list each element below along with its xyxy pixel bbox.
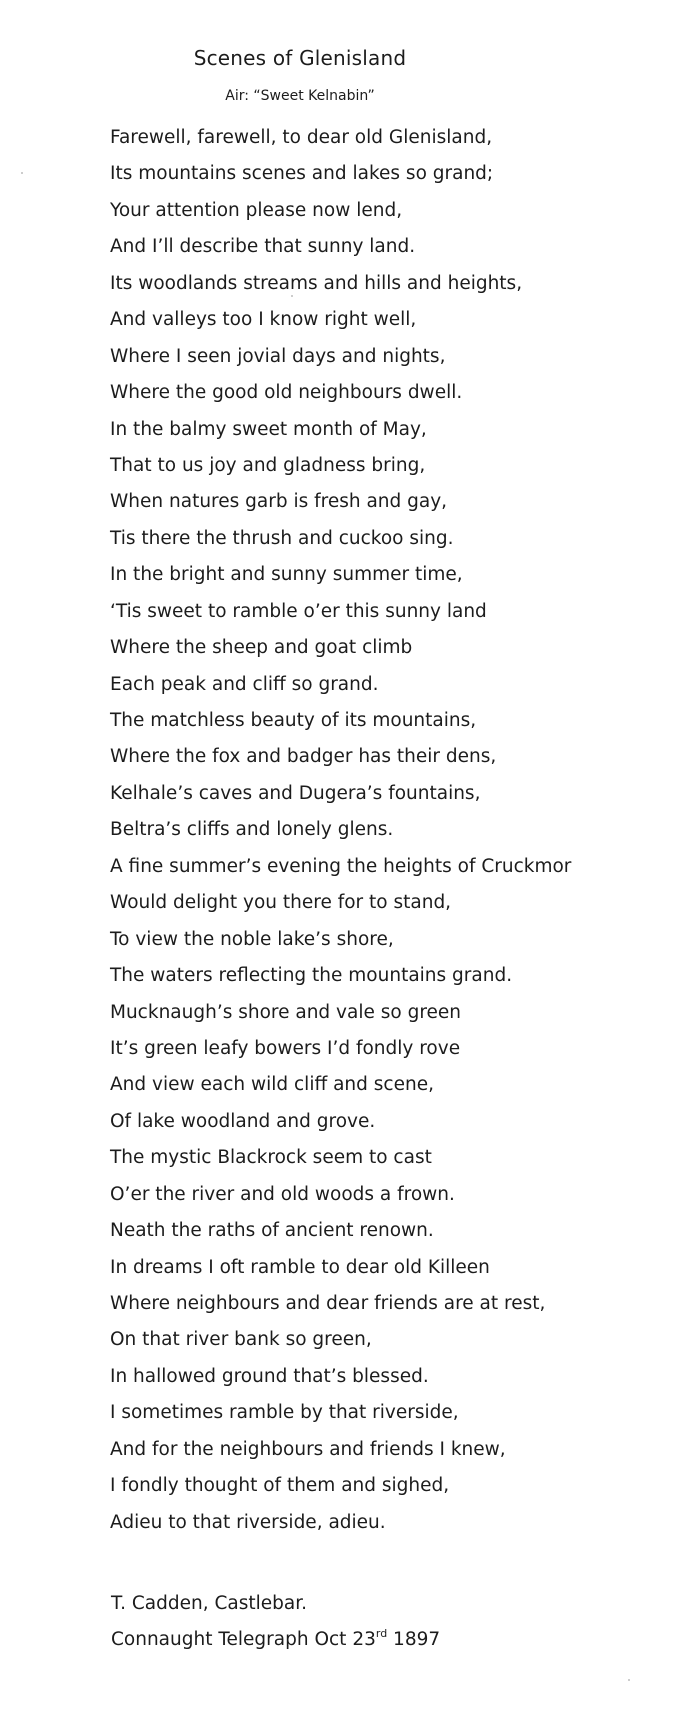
- poem-line: In dreams I oft ramble to dear old Killeen: [110, 1256, 490, 1278]
- poem-line: Beltra’s cliffs and lonely glens.: [110, 819, 394, 841]
- poem-line: Where I seen jovial days and nights,: [110, 345, 446, 367]
- poem-line: Tis there the thrush and cuckoo sing.: [110, 527, 454, 549]
- poem-title: Scenes of Glenisland: [193, 46, 407, 70]
- poem-line: In the bright and sunny summer time,: [110, 564, 463, 586]
- scan-speck: [291, 295, 293, 297]
- poem-line: Where the fox and badger has their dens,: [110, 746, 497, 768]
- poem-line: On that river bank so green,: [110, 1329, 372, 1351]
- scan-speck: [628, 1679, 630, 1681]
- poem-line: O’er the river and old woods a frown.: [110, 1183, 455, 1205]
- poem-line: The mystic Blackrock seem to cast: [110, 1147, 432, 1169]
- poem-line: Kelhale’s caves and Dugera’s fountains,: [110, 782, 481, 804]
- poem-line: When natures garb is fresh and gay,: [110, 491, 448, 513]
- poem-line: The waters reflecting the mountains grand.: [110, 965, 513, 987]
- poem-line: Its woodlands streams and hills and heights,: [110, 272, 523, 294]
- author-signature: T. Cadden, Castlebar.: [111, 1593, 308, 1614]
- poem-body: [110, 120, 571, 1541]
- poem-line: Its mountains scenes and lakes so grand;: [110, 163, 494, 185]
- poem-line: Of lake woodland and grove.: [110, 1110, 376, 1132]
- poem-line: ‘Tis sweet to ramble o’er this sunny land: [110, 600, 487, 622]
- poem-line: The matchless beauty of its mountains,: [110, 710, 477, 731]
- poem-line: Adieu to that riverside, adieu.: [110, 1511, 386, 1533]
- poem-line: A fine summer’s evening the heights of Cruckmor: [110, 855, 572, 877]
- poem-line: And for the neighbours and friends I knew,: [110, 1438, 506, 1460]
- poem-line: Mucknaugh’s shore and vale so green: [110, 1001, 462, 1023]
- source-text: Connaught Telegraph Oct 23: [111, 1629, 376, 1650]
- poem-line: Where the sheep and goat climb: [110, 637, 413, 659]
- poem-line: Neath the raths of ancient renown.: [110, 1220, 434, 1242]
- poem-line: Would delight you there for to stand,: [110, 892, 452, 914]
- poem-line: To view the noble lake’s shore,: [110, 928, 394, 950]
- poem-line: Farewell, farewell, to dear old Glenisland,: [110, 127, 493, 148]
- poem-line: That to us joy and gladness bring,: [110, 454, 426, 476]
- poem-line: I sometimes ramble by that riverside,: [110, 1402, 459, 1424]
- poem-air-subtitle: Air: “Sweet Kelnabin”: [225, 88, 375, 104]
- publication-source: [111, 1622, 440, 1658]
- poem-line: And view each wild cliff and scene,: [110, 1074, 434, 1096]
- source-date-suffix: rd: [375, 1627, 388, 1640]
- poem-line: In the balmy sweet month of May,: [110, 418, 427, 440]
- poem-line: And valleys too I know right well,: [110, 309, 417, 331]
- poem-line: Each peak and cliff so grand.: [110, 673, 379, 695]
- poem-line: I fondly thought of them and sighed,: [110, 1475, 450, 1497]
- poem-line: It’s green leafy bowers I’d fondly rove: [110, 1037, 461, 1059]
- poem-line: And I’ll describe that sunny land.: [110, 236, 416, 258]
- poem-line: Where the good old neighbours dwell.: [110, 382, 463, 404]
- scan-speck: [21, 172, 23, 174]
- poem-line: In hallowed ground that’s blessed.: [110, 1365, 429, 1387]
- poem-line: Where neighbours and dear friends are at rest,: [110, 1293, 546, 1314]
- poem-line: Your attention please now lend,: [110, 199, 403, 221]
- source-year: 1897: [387, 1629, 441, 1650]
